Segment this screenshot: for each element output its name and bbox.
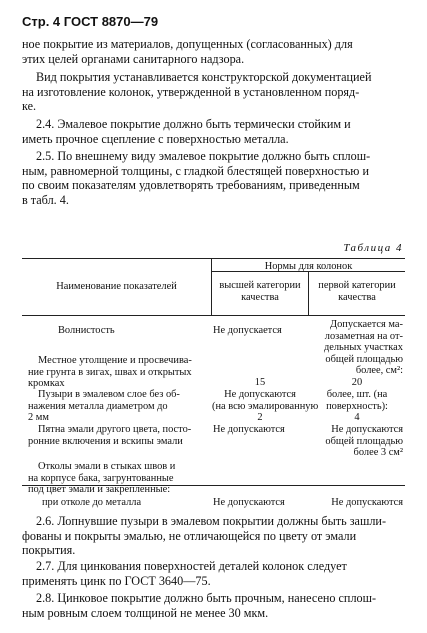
header-line: первой категории bbox=[318, 280, 396, 291]
paragraph-2-6 bbox=[22, 514, 405, 558]
cell-line: Не допускаются bbox=[331, 424, 403, 435]
cell-line: лозаметная на от- bbox=[324, 330, 403, 342]
cell-line: 4 bbox=[354, 412, 360, 424]
col-header-high bbox=[212, 280, 308, 303]
row-spots-first bbox=[309, 424, 403, 459]
cell-line: общей площадью bbox=[325, 353, 403, 365]
text-line: ное покрытие из материалов, допущенных (согласованных) для bbox=[22, 37, 353, 51]
row-thickening-first: 20 bbox=[351, 377, 363, 388]
cell-line: Не допускаются bbox=[224, 389, 296, 400]
row-bubbles-first bbox=[309, 389, 405, 424]
col-header-param: Наименование показателей bbox=[56, 281, 177, 292]
cell-line: более, см²: bbox=[355, 365, 403, 377]
text-line: фованы и покрыты эмалью, не отличающейся по цвету от эмали bbox=[22, 528, 357, 543]
cell-line: дельных участках bbox=[323, 342, 403, 354]
text-line: 2.7. Для цинкования поверхностей деталей колонок следует bbox=[36, 559, 347, 573]
row-bubbles-name bbox=[28, 389, 180, 424]
row-thickening-name bbox=[28, 355, 192, 390]
row-spots-high: Не допускаются bbox=[213, 424, 285, 435]
text-line: покрытия. bbox=[22, 543, 76, 558]
row-waviness-name: Волнистость bbox=[58, 325, 115, 336]
row-waviness-high: Не допускается bbox=[213, 325, 282, 336]
intro-paragraph bbox=[22, 37, 405, 66]
text-line: 2.4. Эмалевое покрытие должно быть термически стойким и bbox=[36, 117, 351, 131]
row-waviness-first bbox=[309, 319, 403, 377]
header-line: качества bbox=[338, 291, 376, 303]
cell-line: Пузыри в эмалевом слое без об- bbox=[38, 389, 180, 400]
col-header-norms: Нормы для колонок bbox=[264, 261, 353, 272]
paragraph-2-4 bbox=[22, 117, 405, 146]
row-chips-name bbox=[28, 461, 175, 496]
cell-line: Местное утолщение и просвечива- bbox=[38, 355, 192, 366]
cell-line: (на всю эмалированную bbox=[212, 400, 319, 412]
row-chips-metal-high: Не допускаются bbox=[213, 497, 285, 508]
text-line: ным, равномерной толщины, с гладкой блестящей поверхностью и bbox=[22, 163, 369, 178]
text-line: Вид покрытия устанавливается конструкторской документацией bbox=[36, 70, 372, 84]
cell-line: под цвет эмали и закрепленные: bbox=[28, 484, 171, 496]
text-line: иметь прочное сцепление с поверхностью металла. bbox=[22, 131, 289, 146]
row-chips-metal-first bbox=[309, 497, 403, 509]
paragraph-2-5 bbox=[22, 149, 405, 207]
text-line: ным ровным слоем толщиной не менее 30 мкм. bbox=[22, 605, 269, 620]
text-line: 2.6. Лопнувшие пузыри в эмалевом покрытии должны быть зашли- bbox=[36, 514, 386, 528]
cell-line: ронние включения и вскипы эмали bbox=[28, 435, 183, 447]
header-line: высшей категории bbox=[219, 280, 301, 291]
text-line: в табл. 4. bbox=[22, 192, 69, 207]
paragraph-coating-type bbox=[22, 70, 405, 114]
cell-line: кромках bbox=[28, 378, 65, 390]
text-line: 2.5. По внешнему виду эмалевое покрытие должно быть сплош- bbox=[36, 149, 371, 163]
row-spots-name bbox=[28, 424, 191, 447]
col-header-first bbox=[309, 280, 405, 303]
text-line: 2.8. Цинковое покрытие должно быть прочным, нанесено сплош- bbox=[36, 591, 377, 605]
header-line: качества bbox=[241, 291, 279, 303]
cell-line: более 3 см² bbox=[353, 447, 403, 459]
cell-line: нажения металла диаметром до bbox=[28, 400, 168, 412]
cell-line: Не допускаются bbox=[331, 497, 403, 508]
text-line: по своим показателям удовлетворять требованиям, приведенным bbox=[22, 178, 360, 193]
cell-line: более, шт. (на bbox=[326, 389, 388, 400]
row-thickening-high: 15 bbox=[254, 377, 266, 388]
table-header-rule bbox=[22, 315, 405, 316]
cell-line: ние грунта в зигах, швах и открытых bbox=[28, 366, 192, 378]
cell-line: 2 мм bbox=[28, 412, 49, 424]
cell-line: на корпусе бака, загрунтованные bbox=[28, 472, 174, 484]
page-header: Стр. 4 ГОСТ 8870—79 bbox=[22, 14, 159, 29]
row-bubbles-high bbox=[212, 389, 319, 424]
cell-line: общей площадью bbox=[325, 435, 403, 447]
row-chips-metal-name: при отколе до металла bbox=[42, 497, 142, 508]
cell-line: Пятна эмали другого цвета, посто- bbox=[38, 424, 192, 435]
text-line: ке. bbox=[22, 99, 37, 114]
cell-line: поверхность): bbox=[326, 400, 388, 412]
paragraph-2-7 bbox=[22, 559, 405, 588]
table-caption: Таблица 4 bbox=[343, 242, 403, 254]
cell-line: Допускается ма- bbox=[330, 319, 403, 330]
paragraph-2-8 bbox=[22, 591, 405, 620]
table-top-rule bbox=[22, 258, 405, 259]
text-line: применять цинк по ГОСТ 3640—75. bbox=[22, 573, 211, 588]
text-line: на изготовление колонок, утвержденной в установленном поряд- bbox=[22, 84, 360, 99]
cell-line: 2 bbox=[257, 412, 263, 424]
text-line: этих целей органами санитарного надзора. bbox=[22, 51, 245, 66]
cell-line: Отколы эмали в стыках швов и bbox=[38, 461, 176, 472]
